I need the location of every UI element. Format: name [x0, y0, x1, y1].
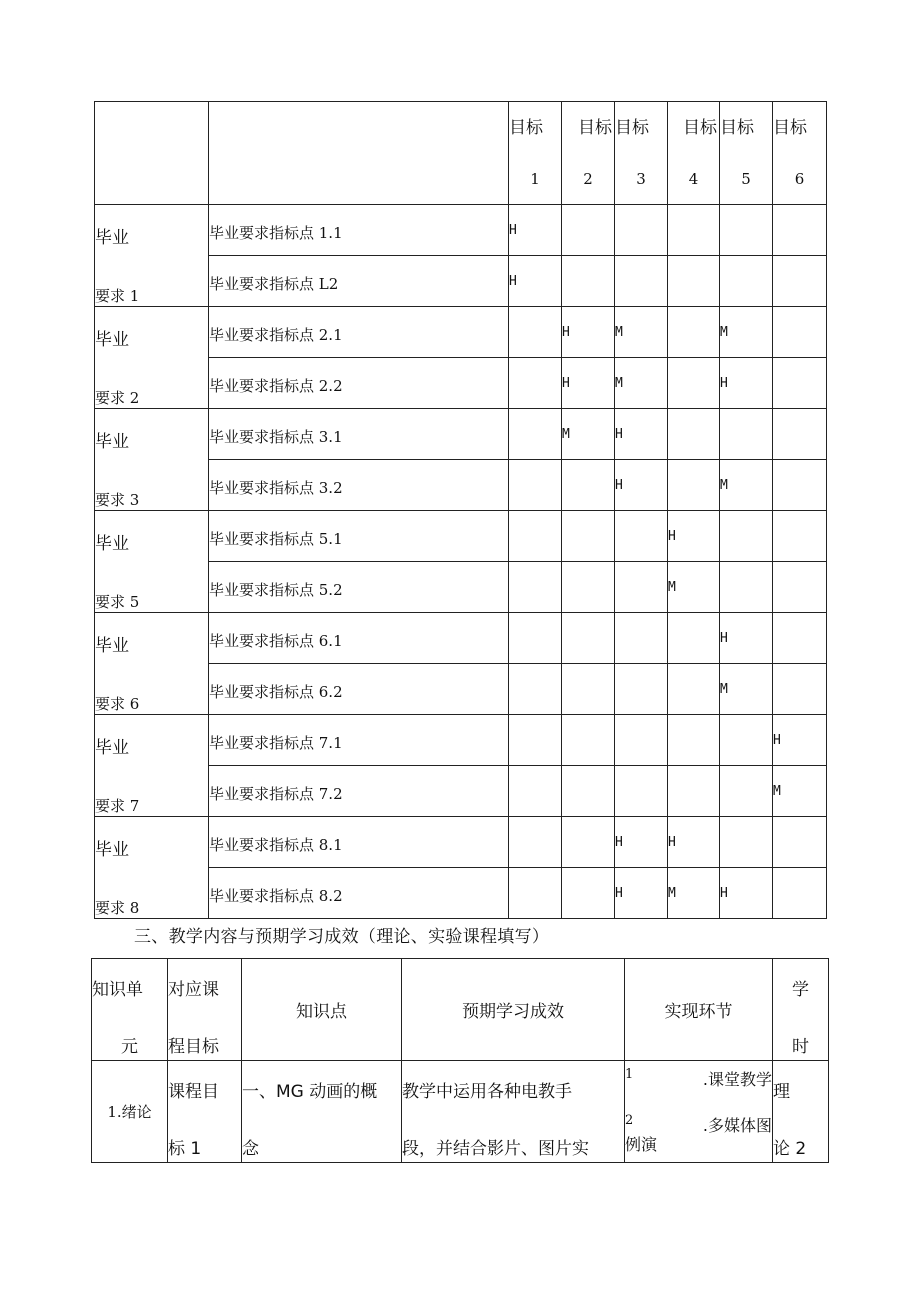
- indicator-cell: 毕业要求指标点 8.1: [209, 817, 509, 868]
- support-level-cell: [773, 868, 827, 919]
- support-level: H: [668, 835, 676, 850]
- support-level: H: [615, 886, 623, 901]
- outcome-cell: 教学中运用各种电教手 段，并结合影片、图片实: [402, 1061, 625, 1163]
- table-row: [95, 511, 827, 562]
- support-level: M: [615, 325, 623, 340]
- support-level-cell: [668, 205, 720, 256]
- requirement-cell: [95, 307, 209, 409]
- indicator-cell: 毕业要求指标点 6.2: [209, 664, 509, 715]
- support-level-cell: [562, 766, 615, 817]
- hours-cell: 理 论 2: [773, 1061, 829, 1163]
- points-cell: 一、MG 动画的概 念: [242, 1061, 402, 1163]
- support-level-cell: [668, 307, 720, 358]
- support-level-cell: [562, 307, 615, 358]
- support-level-cell: [668, 664, 720, 715]
- matrix-header-row: [95, 102, 827, 205]
- header-goal: 对应课 程目标: [168, 959, 242, 1061]
- method-cell: 1 .课堂教学 2 .多媒体图 例演: [625, 1061, 773, 1163]
- requirement-number: 要求 5: [95, 593, 140, 611]
- support-level-cell: [615, 562, 668, 613]
- header-hours: 学 时: [773, 959, 829, 1061]
- support-level-cell: [720, 460, 773, 511]
- support-level: [773, 664, 826, 682]
- support-level-cell: [720, 715, 773, 766]
- support-level-cell: [509, 613, 562, 664]
- indicator-cell: 毕业要求指标点 L2: [209, 256, 509, 307]
- support-level-cell: [720, 409, 773, 460]
- support-level-cell: [509, 766, 562, 817]
- support-level: [668, 715, 719, 733]
- goal-label: 目标: [720, 118, 754, 138]
- support-level-cell: [509, 664, 562, 715]
- support-level: [509, 715, 561, 733]
- table-row: [95, 409, 827, 460]
- header-unit: 知识单 元: [92, 959, 168, 1061]
- support-level: [509, 868, 561, 886]
- support-level-cell: [668, 511, 720, 562]
- support-level-cell: [615, 256, 668, 307]
- support-level: [562, 664, 614, 682]
- support-level: [562, 715, 614, 733]
- support-level-cell: [615, 613, 668, 664]
- requirement-label: 毕业: [95, 738, 129, 758]
- support-level: [773, 868, 826, 886]
- support-level: [562, 511, 614, 529]
- support-level-cell: [562, 358, 615, 409]
- support-level: H: [720, 631, 728, 646]
- support-level: [509, 664, 561, 682]
- table-row: [95, 307, 827, 358]
- support-level-cell: [562, 511, 615, 562]
- goal-header: [615, 102, 668, 205]
- support-level-cell: [509, 562, 562, 613]
- support-level-cell: [720, 613, 773, 664]
- goal-number: 5: [741, 170, 751, 188]
- indicator-cell: 毕业要求指标点 1.1: [209, 205, 509, 256]
- header-empty-cell: [209, 102, 509, 205]
- indicator-cell: 毕业要求指标点 5.2: [209, 562, 509, 613]
- requirement-cell: [95, 817, 209, 919]
- support-level-cell: [509, 358, 562, 409]
- support-level-cell: [720, 817, 773, 868]
- support-level-cell: [668, 562, 720, 613]
- support-level-cell: [509, 460, 562, 511]
- support-level-cell: [562, 715, 615, 766]
- requirement-label: 毕业: [95, 330, 129, 350]
- support-level-cell: [773, 307, 827, 358]
- support-level-cell: [668, 817, 720, 868]
- requirement-cell: [95, 409, 209, 511]
- requirement-number: 要求 3: [95, 491, 140, 509]
- support-level: H: [615, 478, 623, 493]
- support-level: H: [509, 223, 517, 238]
- support-level: [668, 409, 719, 427]
- requirement-label: 毕业: [95, 534, 129, 554]
- support-level-cell: [773, 205, 827, 256]
- support-level: [615, 562, 667, 580]
- support-level: [509, 307, 561, 325]
- support-level-cell: [668, 256, 720, 307]
- support-level-cell: [509, 715, 562, 766]
- support-level: H: [615, 835, 623, 850]
- support-level: [562, 766, 614, 784]
- requirement-number: 要求 7: [95, 797, 140, 815]
- indicator-cell: 毕业要求指标点 3.1: [209, 409, 509, 460]
- support-level-cell: [562, 205, 615, 256]
- table-row: [95, 817, 827, 868]
- support-level: [562, 256, 614, 274]
- header-outcome: 预期学习成效: [402, 959, 625, 1061]
- support-level-cell: [509, 868, 562, 919]
- support-level-cell: [773, 460, 827, 511]
- support-level-cell: [773, 511, 827, 562]
- support-level-cell: [509, 307, 562, 358]
- support-level: [615, 613, 667, 631]
- support-level-cell: [562, 562, 615, 613]
- support-level: [773, 613, 826, 631]
- support-level-cell: [509, 409, 562, 460]
- support-level: [668, 613, 719, 631]
- support-level: [509, 358, 561, 376]
- support-level-cell: [615, 766, 668, 817]
- header-method: 实现环节: [625, 959, 773, 1061]
- requirement-label: 毕业: [95, 228, 129, 248]
- support-level-cell: [720, 256, 773, 307]
- support-level: H: [562, 376, 570, 391]
- support-level-cell: [615, 205, 668, 256]
- goal-header: [562, 102, 615, 205]
- support-level: H: [773, 733, 781, 748]
- requirement-number: 要求 1: [95, 287, 140, 305]
- support-level: M: [562, 427, 570, 442]
- goal-label: 目标: [773, 118, 807, 138]
- support-level: H: [720, 376, 728, 391]
- goal-header: [509, 102, 562, 205]
- support-level: [615, 511, 667, 529]
- support-level: [509, 409, 561, 427]
- goal-number: 2: [583, 170, 593, 188]
- support-level: M: [720, 478, 728, 493]
- support-level-cell: [615, 817, 668, 868]
- support-level: [668, 256, 719, 274]
- goal-number: 3: [636, 170, 646, 188]
- support-level: [773, 256, 826, 274]
- indicator-cell: 毕业要求指标点 6.1: [209, 613, 509, 664]
- support-level-cell: [509, 205, 562, 256]
- indicator-cell: 毕业要求指标点 7.1: [209, 715, 509, 766]
- support-level: [615, 715, 667, 733]
- requirement-label: 毕业: [95, 432, 129, 452]
- goal-number: 4: [688, 170, 699, 188]
- support-level-cell: [668, 460, 720, 511]
- support-level-cell: [773, 817, 827, 868]
- goal-header: [668, 102, 720, 205]
- support-level: [562, 205, 614, 223]
- support-level: [562, 868, 614, 886]
- support-level: H: [509, 274, 517, 289]
- support-level: [509, 562, 561, 580]
- support-level-cell: [615, 868, 668, 919]
- goal-number: 1: [530, 170, 540, 188]
- table-row: [95, 613, 827, 664]
- support-level-cell: [509, 256, 562, 307]
- goal-cell: 课程目 标 1: [168, 1061, 242, 1163]
- requirement-number: 要求 2: [95, 389, 140, 407]
- support-level-cell: [720, 307, 773, 358]
- support-level-cell: [562, 613, 615, 664]
- support-level: [720, 562, 772, 580]
- support-level: [668, 358, 719, 376]
- support-level: [562, 460, 614, 478]
- support-level-cell: [773, 256, 827, 307]
- support-level: [668, 664, 719, 682]
- support-level: [773, 460, 826, 478]
- support-level: [720, 205, 772, 223]
- table-row: [95, 205, 827, 256]
- support-level: [509, 817, 561, 835]
- goal-header: [720, 102, 773, 205]
- indicator-cell: 毕业要求指标点 2.1: [209, 307, 509, 358]
- support-level-cell: [773, 613, 827, 664]
- support-level-cell: [615, 511, 668, 562]
- support-level: [720, 715, 772, 733]
- section-heading: 三、教学内容与预期学习成效（理论、实验课程填写）: [134, 927, 550, 947]
- requirement-number: 要求 8: [95, 899, 140, 917]
- support-level: [668, 766, 719, 784]
- indicator-cell: 毕业要求指标点 5.1: [209, 511, 509, 562]
- support-level: [668, 460, 719, 478]
- support-level: M: [720, 325, 728, 340]
- support-level: M: [773, 784, 781, 799]
- support-level: [720, 511, 772, 529]
- support-level-cell: [773, 715, 827, 766]
- support-level-cell: [773, 409, 827, 460]
- support-level-cell: [720, 868, 773, 919]
- support-level-cell: [562, 817, 615, 868]
- support-level-cell: [668, 358, 720, 409]
- support-level-cell: [562, 868, 615, 919]
- goal-label: 目标: [578, 118, 612, 138]
- support-level-cell: [509, 511, 562, 562]
- goal-label: 目标: [615, 118, 649, 138]
- table2-header-row: [92, 959, 829, 1061]
- support-level: M: [615, 376, 623, 391]
- support-level-cell: [720, 205, 773, 256]
- support-level: H: [615, 427, 623, 442]
- goal-number: 6: [794, 170, 805, 188]
- goal-header: [773, 102, 827, 205]
- support-level-cell: [668, 868, 720, 919]
- requirement-cell: [95, 511, 209, 613]
- support-level-cell: [509, 817, 562, 868]
- support-level: [773, 307, 826, 325]
- support-level-cell: [668, 766, 720, 817]
- support-level-cell: [773, 562, 827, 613]
- support-level: [773, 205, 826, 223]
- support-level-cell: [773, 766, 827, 817]
- support-level: [615, 205, 667, 223]
- support-level-cell: [668, 715, 720, 766]
- support-level: [668, 307, 719, 325]
- support-level-cell: [720, 766, 773, 817]
- support-level: M: [668, 580, 676, 595]
- support-level: [509, 460, 561, 478]
- support-level: H: [668, 529, 676, 544]
- support-level-cell: [562, 409, 615, 460]
- support-level: [668, 205, 719, 223]
- requirement-cell: [95, 613, 209, 715]
- support-level-cell: [615, 358, 668, 409]
- table-row: [95, 715, 827, 766]
- table-row: [92, 1061, 829, 1163]
- support-level-cell: [615, 460, 668, 511]
- support-level: [562, 613, 614, 631]
- support-level: H: [720, 886, 728, 901]
- support-level: H: [562, 325, 570, 340]
- support-level: [720, 256, 772, 274]
- support-level-cell: [615, 409, 668, 460]
- goal-label: 目标: [683, 118, 717, 138]
- indicator-goal-matrix: [94, 101, 827, 919]
- goal-label: 目标: [509, 118, 543, 138]
- indicator-cell: 毕业要求指标点 8.2: [209, 868, 509, 919]
- support-level: [720, 766, 772, 784]
- support-level-cell: [720, 664, 773, 715]
- support-level-cell: [562, 256, 615, 307]
- indicator-cell: 毕业要求指标点 7.2: [209, 766, 509, 817]
- support-level: [773, 409, 826, 427]
- support-level-cell: [720, 562, 773, 613]
- unit-cell: 1.绪论: [92, 1061, 168, 1163]
- requirement-label: 毕业: [95, 840, 129, 860]
- support-level-cell: [562, 664, 615, 715]
- header-points: 知识点: [242, 959, 402, 1061]
- requirement-cell: [95, 205, 209, 307]
- support-level: [615, 664, 667, 682]
- support-level: [509, 511, 561, 529]
- support-level: M: [668, 886, 676, 901]
- support-level-cell: [562, 460, 615, 511]
- support-level: [773, 511, 826, 529]
- support-level: [720, 409, 772, 427]
- support-level: [773, 562, 826, 580]
- support-level: [773, 358, 826, 376]
- requirement-cell: [95, 715, 209, 817]
- support-level: [509, 766, 561, 784]
- support-level: [509, 613, 561, 631]
- support-level: [562, 817, 614, 835]
- requirement-number: 要求 6: [95, 695, 140, 713]
- support-level-cell: [668, 613, 720, 664]
- support-level-cell: [773, 664, 827, 715]
- requirement-label: 毕业: [95, 636, 129, 656]
- support-level-cell: [720, 511, 773, 562]
- indicator-cell: 毕业要求指标点 2.2: [209, 358, 509, 409]
- support-level-cell: [615, 307, 668, 358]
- support-level-cell: [615, 664, 668, 715]
- header-empty-cell: [95, 102, 209, 205]
- support-level: [562, 562, 614, 580]
- support-level-cell: [668, 409, 720, 460]
- teaching-content-table: [91, 958, 829, 1163]
- indicator-cell: 毕业要求指标点 3.2: [209, 460, 509, 511]
- support-level: [720, 817, 772, 835]
- support-level-cell: [720, 358, 773, 409]
- support-level: [773, 817, 826, 835]
- support-level: [615, 256, 667, 274]
- support-level-cell: [615, 715, 668, 766]
- support-level-cell: [773, 358, 827, 409]
- support-level: [615, 766, 667, 784]
- support-level: M: [720, 682, 728, 697]
